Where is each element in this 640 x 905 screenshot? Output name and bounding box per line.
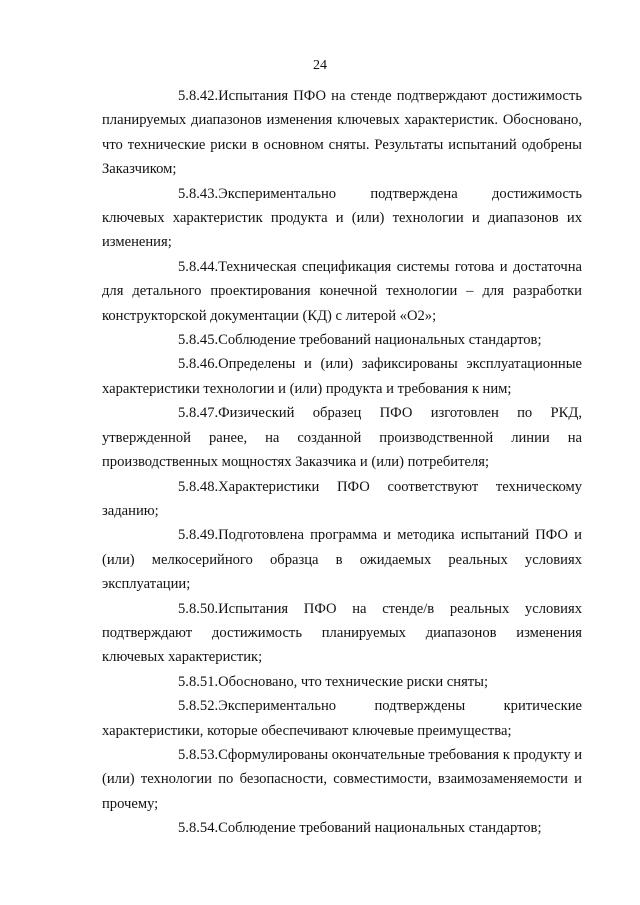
clause-number: 5.8.44. [178,258,219,275]
clause-number: 5.8.53. [178,746,219,763]
clause-5-8-52 [102,694,582,743]
clause-text: Характеристики ПФО соответствуют техническому заданию; [102,478,582,519]
clause-5-8-53 [102,743,582,816]
clause-number: 5.8.42. [178,88,219,104]
clause-number: 5.8.45. [178,332,219,349]
clause-text: Подготовлена программа и методика испытаний ПФО и (или) мелкосерийного образца в ожидаемых реальных условиях эксплуатации; [102,527,582,593]
clause-5-8-54 [102,816,582,840]
clause-5-8-51 [102,670,582,694]
clause-number: 5.8.47. [178,405,219,422]
clause-text: Обосновано, что технические риски сняты; [218,673,489,690]
clause-text: Физический образец ПФО изготовлен по РКД, утвержденной ранее, на созданной производственной линии на производственных мощностях Заказчика и (или) потребителя; [102,405,582,471]
clause-5-8-43 [102,182,582,255]
clause-number: 5.8.43. [178,185,219,202]
clause-5-8-48 [102,475,582,524]
clause-text: Соблюдение требований национальных стандартов; [218,332,542,349]
clause-text: Испытания ПФО на стенде/в реальных условиях подтверждают достижимость планируемых диапазонов изменения ключевых характеристик; [102,600,582,666]
clause-number: 5.8.54. [178,820,219,837]
page-number: 24 [313,58,327,73]
document-body [102,84,582,841]
clause-5-8-45 [102,328,582,352]
clause-5-8-42 [102,84,582,182]
clause-number: 5.8.51. [178,673,219,690]
clause-text: Соблюдение требований национальных стандартов; [218,820,542,837]
clause-text: Техническая спецификация системы готова и достаточна для детального проектирования конечной технологии – для разработки конструкторской документации (КД) с литерой «О2»; [102,258,582,324]
clause-text: Определены и (или) зафиксированы эксплуатационные характеристики технологии и (или) продукта и требования к ним; [102,356,582,397]
clause-number: 5.8.52. [178,698,219,715]
clause-5-8-46 [102,352,582,401]
clause-number: 5.8.50. [178,600,219,617]
clause-text: Испытания ПФО на стенде подтверждают достижимость планируемых диапазонов изменения ключевых характеристик. Обосновано, что технические риски в основном сняты. Результаты испытаний одобрены Заказчиком; [102,88,582,178]
clause-5-8-47 [102,401,582,474]
clause-5-8-44 [102,255,582,328]
clause-5-8-50 [102,597,582,670]
clause-5-8-49 [102,523,582,596]
clause-text: Экспериментально подтверждены критические характеристики, которые обеспечивают ключевые преимущества; [102,698,582,739]
clause-text: Экспериментально подтверждена достижимость ключевых характеристик продукта и (или) технологии и диапазонов их изменения; [102,185,582,251]
clause-number: 5.8.48. [178,478,219,495]
clause-number: 5.8.49. [178,527,219,544]
clause-text: Сформулированы окончательные требования к продукту и (или) технологии по безопасности, совместимости, взаимозаменяемости и прочему; [102,746,582,812]
clause-number: 5.8.46. [178,356,219,373]
